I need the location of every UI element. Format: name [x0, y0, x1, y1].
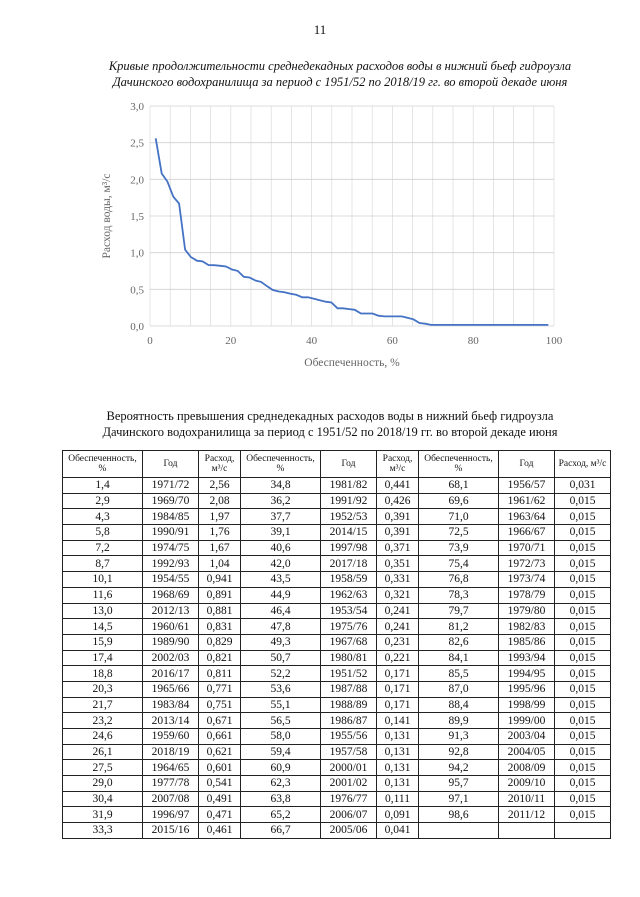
- table-cell: 1982/83: [499, 619, 555, 635]
- table-cell: 2001/02: [321, 776, 377, 792]
- table-cell: 0,015: [555, 776, 611, 792]
- table-cell: 2013/14: [143, 713, 199, 729]
- table-cell: 65,2: [241, 807, 321, 823]
- table-cell: 1988/89: [321, 697, 377, 713]
- table-cell: 2010/11: [499, 791, 555, 807]
- table-cell: 0,941: [199, 572, 241, 588]
- table-cell: 1984/85: [143, 509, 199, 525]
- table-cell: 0,821: [199, 650, 241, 666]
- table-cell: 34,8: [241, 478, 321, 494]
- table-cell: 33,3: [63, 823, 143, 839]
- table-cell: 1961/62: [499, 493, 555, 509]
- table-cell: 0,015: [555, 493, 611, 509]
- table-row: [63, 807, 611, 823]
- table-cell: 36,2: [241, 493, 321, 509]
- table-cell: 5,8: [63, 525, 143, 541]
- table-cell: 26,1: [63, 744, 143, 760]
- table-cell: 0,351: [377, 556, 419, 572]
- x-tick-label: 0: [147, 335, 153, 347]
- table-cell: 18,8: [63, 666, 143, 682]
- table-cell: 59,4: [241, 744, 321, 760]
- table-cell: 20,3: [63, 681, 143, 697]
- chart-title-line-2: Дачинского водохранилища за период с 1951/52 по 2018/19 гг. во второй декаде июня: [112, 75, 568, 89]
- table-title-line-2: Дачинского водохранилища за период с 1951/52 по 2018/19 гг. во второй декаде июня: [102, 425, 558, 439]
- table-cell: 1973/74: [499, 572, 555, 588]
- table-cell: 0,661: [199, 729, 241, 745]
- table-row: [63, 509, 611, 525]
- table-cell: 1,4: [63, 478, 143, 494]
- table-cell: 1998/99: [499, 697, 555, 713]
- y-tick-label: 2,0: [130, 174, 144, 187]
- table-cell: 39,1: [241, 525, 321, 541]
- table-cell: [555, 823, 611, 839]
- table-cell: 89,9: [419, 713, 499, 729]
- table-cell: 1996/97: [143, 807, 199, 823]
- table-cell: 84,1: [419, 650, 499, 666]
- table-cell: 1991/92: [321, 493, 377, 509]
- table-cell: 1977/78: [143, 776, 199, 792]
- table-cell: 2,9: [63, 493, 143, 509]
- table-cell: 1997/98: [321, 540, 377, 556]
- table-cell: 1954/55: [143, 572, 199, 588]
- table-cell: 29,0: [63, 776, 143, 792]
- table-cell: 47,8: [241, 619, 321, 635]
- table-cell: 0,601: [199, 760, 241, 776]
- table-cell: 68,1: [419, 478, 499, 494]
- table-cell: 2009/10: [499, 776, 555, 792]
- table-cell: 2003/04: [499, 729, 555, 745]
- table-cell: 1978/79: [499, 587, 555, 603]
- x-tick-label: 60: [386, 335, 398, 347]
- table-title-line-1: Вероятность превышения среднедекадных расходов воды в нижний бьеф гидроузла: [106, 409, 554, 423]
- table-cell: 2006/07: [321, 807, 377, 823]
- table-cell: 55,1: [241, 697, 321, 713]
- table-cell: 2000/01: [321, 760, 377, 776]
- table-cell: 0,131: [377, 760, 419, 776]
- table-cell: 14,5: [63, 619, 143, 635]
- table-cell: 0,015: [555, 744, 611, 760]
- table-cell: 1968/69: [143, 587, 199, 603]
- table-cell: 2018/19: [143, 744, 199, 760]
- table-row: [63, 666, 611, 682]
- table-cell: 2016/17: [143, 666, 199, 682]
- table-cell: 71,0: [419, 509, 499, 525]
- x-tick-label: 20: [225, 335, 237, 347]
- y-tick-label: 1,5: [130, 211, 144, 223]
- table-row: [63, 603, 611, 619]
- table-cell: 0,015: [555, 650, 611, 666]
- table-row: [63, 525, 611, 541]
- table-cell: 1990/91: [143, 525, 199, 541]
- table-cell: 0,671: [199, 713, 241, 729]
- table-cell: 91,3: [419, 729, 499, 745]
- table-cell: 2007/08: [143, 791, 199, 807]
- y-tick-label: 0,0: [130, 321, 144, 333]
- table-cell: 72,5: [419, 525, 499, 541]
- table-cell: 0,771: [199, 681, 241, 697]
- table-cell: 0,391: [377, 509, 419, 525]
- table-cell: 0,751: [199, 697, 241, 713]
- table-cell: 42,0: [241, 556, 321, 572]
- table-cell: 1,04: [199, 556, 241, 572]
- table-cell: 1960/61: [143, 619, 199, 635]
- table-cell: 97,1: [419, 791, 499, 807]
- table-cell: 0,015: [555, 525, 611, 541]
- page-number: 11: [313, 22, 327, 37]
- table-cell: 95,7: [419, 776, 499, 792]
- table-cell: 0,829: [199, 634, 241, 650]
- x-tick-label: 40: [306, 335, 318, 347]
- table-cell: 0,015: [555, 729, 611, 745]
- table-row: [63, 681, 611, 697]
- table-cell: 0,015: [555, 634, 611, 650]
- table-cell: 2015/16: [143, 823, 199, 839]
- duration-curve-chart: [96, 96, 576, 368]
- column-header: Обеспеченность, %: [63, 451, 143, 478]
- table-cell: 0,015: [555, 619, 611, 635]
- table-cell: 0,015: [555, 681, 611, 697]
- y-tick-label: 0,5: [130, 284, 144, 297]
- table-row: [63, 619, 611, 635]
- table-cell: 0,231: [377, 634, 419, 650]
- column-header: Обеспеченность, %: [419, 451, 499, 478]
- table-cell: 98,6: [419, 807, 499, 823]
- y-tick-label: 3,0: [130, 101, 144, 113]
- table-cell: 7,2: [63, 540, 143, 556]
- table-cell: 0,831: [199, 619, 241, 635]
- table-cell: 1987/88: [321, 681, 377, 697]
- table-cell: 1959/60: [143, 729, 199, 745]
- chart-title-line-1: Кривые продолжительности среднедекадных расходов воды в нижний бьеф гидроузла: [108, 59, 572, 73]
- table-cell: 1962/63: [321, 587, 377, 603]
- table-cell: 1983/84: [143, 697, 199, 713]
- table-cell: 60,9: [241, 760, 321, 776]
- table-cell: 4,3: [63, 509, 143, 525]
- table-cell: 0,891: [199, 587, 241, 603]
- table-cell: 0,171: [377, 666, 419, 682]
- table-row: [63, 634, 611, 650]
- table-cell: 0,131: [377, 729, 419, 745]
- table-cell: 0,541: [199, 776, 241, 792]
- table-row: [63, 744, 611, 760]
- exceedance-table: [62, 450, 611, 839]
- table-cell: 0,015: [555, 666, 611, 682]
- table-cell: [499, 823, 555, 839]
- table-cell: 0,015: [555, 556, 611, 572]
- table-cell: 0,015: [555, 603, 611, 619]
- table-cell: 1981/82: [321, 478, 377, 494]
- table-cell: 52,2: [241, 666, 321, 682]
- table-cell: 0,141: [377, 713, 419, 729]
- table-cell: 92,8: [419, 744, 499, 760]
- x-tick-label: 80: [467, 335, 479, 347]
- table-cell: 43,5: [241, 572, 321, 588]
- table-cell: 66,7: [241, 823, 321, 839]
- table-cell: 1974/75: [143, 540, 199, 556]
- table-cell: 0,015: [555, 807, 611, 823]
- table-cell: 88,4: [419, 697, 499, 713]
- table-cell: 23,2: [63, 713, 143, 729]
- table-cell: 0,471: [199, 807, 241, 823]
- column-header: Расход, м³/с: [555, 451, 611, 478]
- table-cell: 73,9: [419, 540, 499, 556]
- table-cell: 2017/18: [321, 556, 377, 572]
- table-cell: 0,811: [199, 666, 241, 682]
- table-title: [60, 408, 600, 440]
- table-cell: [419, 823, 499, 839]
- table-cell: 1999/00: [499, 713, 555, 729]
- table-cell: 0,881: [199, 603, 241, 619]
- table-cell: 0,441: [377, 478, 419, 494]
- table-cell: 1964/65: [143, 760, 199, 776]
- table-cell: 17,4: [63, 650, 143, 666]
- table-cell: 1970/71: [499, 540, 555, 556]
- table-cell: 2004/05: [499, 744, 555, 760]
- table-cell: 69,6: [419, 493, 499, 509]
- table-cell: 0,391: [377, 525, 419, 541]
- table-cell: 1986/87: [321, 713, 377, 729]
- table-cell: 1,97: [199, 509, 241, 525]
- table-cell: 0,015: [555, 791, 611, 807]
- table-cell: 2012/13: [143, 603, 199, 619]
- table-cell: 15,9: [63, 634, 143, 650]
- table-cell: 37,7: [241, 509, 321, 525]
- table-cell: 2011/12: [499, 807, 555, 823]
- table-cell: 2002/03: [143, 650, 199, 666]
- table-cell: 62,3: [241, 776, 321, 792]
- table-cell: 1,67: [199, 540, 241, 556]
- table-cell: 1980/81: [321, 650, 377, 666]
- table-cell: 1992/93: [143, 556, 199, 572]
- table-cell: 0,031: [555, 478, 611, 494]
- table-cell: 0,131: [377, 744, 419, 760]
- table-cell: 1958/59: [321, 572, 377, 588]
- table-cell: 13,0: [63, 603, 143, 619]
- table-cell: 0,491: [199, 791, 241, 807]
- table-cell: 1975/76: [321, 619, 377, 635]
- table-cell: 44,9: [241, 587, 321, 603]
- table-cell: 0,321: [377, 587, 419, 603]
- table-cell: 1995/96: [499, 681, 555, 697]
- table-cell: 1956/57: [499, 478, 555, 494]
- table-cell: 1953/54: [321, 603, 377, 619]
- table-cell: 2005/06: [321, 823, 377, 839]
- table-cell: 0,015: [555, 760, 611, 776]
- table-cell: 1993/94: [499, 650, 555, 666]
- table-cell: 56,5: [241, 713, 321, 729]
- table-cell: 0,015: [555, 713, 611, 729]
- table-cell: 10,1: [63, 572, 143, 588]
- table-cell: 50,7: [241, 650, 321, 666]
- table-row: [63, 729, 611, 745]
- table-cell: 2,08: [199, 493, 241, 509]
- column-header: Год: [321, 451, 377, 478]
- table-cell: 24,6: [63, 729, 143, 745]
- table-row: [63, 572, 611, 588]
- table-cell: 0,221: [377, 650, 419, 666]
- table-cell: 0,131: [377, 776, 419, 792]
- table-cell: 1976/77: [321, 791, 377, 807]
- table-cell: 0,015: [555, 572, 611, 588]
- chart-title: [70, 58, 610, 90]
- table-cell: 8,7: [63, 556, 143, 572]
- table-cell: 1955/56: [321, 729, 377, 745]
- table-row: [63, 760, 611, 776]
- table-cell: 2014/15: [321, 525, 377, 541]
- y-axis-title: Расход воды, м³/с: [101, 173, 113, 259]
- table-cell: 1989/90: [143, 634, 199, 650]
- table-cell: 0,171: [377, 681, 419, 697]
- table-cell: 1966/67: [499, 525, 555, 541]
- table-cell: 1951/52: [321, 666, 377, 682]
- table-cell: 2,56: [199, 478, 241, 494]
- table-cell: 75,4: [419, 556, 499, 572]
- table-cell: 27,5: [63, 760, 143, 776]
- table-row: [63, 650, 611, 666]
- table-cell: 1969/70: [143, 493, 199, 509]
- table-cell: 1972/73: [499, 556, 555, 572]
- table-cell: 49,3: [241, 634, 321, 650]
- table-cell: 85,5: [419, 666, 499, 682]
- table-row: [63, 713, 611, 729]
- table-row: [63, 556, 611, 572]
- table-cell: 0,015: [555, 697, 611, 713]
- table-row: [63, 587, 611, 603]
- column-header: Расход, м³/с: [377, 451, 419, 478]
- y-tick-label: 1,0: [130, 247, 144, 260]
- table-cell: 0,171: [377, 697, 419, 713]
- table-cell: 81,2: [419, 619, 499, 635]
- table-cell: 21,7: [63, 697, 143, 713]
- table-row: [63, 697, 611, 713]
- table-cell: 1979/80: [499, 603, 555, 619]
- x-tick-label: 100: [545, 335, 563, 347]
- table-cell: 0,015: [555, 587, 611, 603]
- table-cell: 0,371: [377, 540, 419, 556]
- table-cell: 1994/95: [499, 666, 555, 682]
- table-cell: 87,0: [419, 681, 499, 697]
- table-cell: 0,461: [199, 823, 241, 839]
- table-cell: 0,241: [377, 619, 419, 635]
- table-cell: 11,6: [63, 587, 143, 603]
- table-row: [63, 776, 611, 792]
- table-cell: 0,091: [377, 807, 419, 823]
- table-cell: 0,111: [377, 791, 419, 807]
- table-cell: 0,041: [377, 823, 419, 839]
- table-cell: 1957/58: [321, 744, 377, 760]
- table-cell: 0,241: [377, 603, 419, 619]
- y-tick-label: 2,5: [130, 137, 144, 150]
- table-cell: 1963/64: [499, 509, 555, 525]
- table-row: [63, 823, 611, 839]
- table-cell: 1952/53: [321, 509, 377, 525]
- table-cell: 0,331: [377, 572, 419, 588]
- table-cell: 58,0: [241, 729, 321, 745]
- table-cell: 53,6: [241, 681, 321, 697]
- table-cell: 76,8: [419, 572, 499, 588]
- x-axis-title: Обеспеченность, %: [304, 357, 400, 368]
- table-cell: 30,4: [63, 791, 143, 807]
- table-cell: 31,9: [63, 807, 143, 823]
- table-cell: 0,015: [555, 540, 611, 556]
- table-cell: 2008/09: [499, 760, 555, 776]
- table-cell: 78,3: [419, 587, 499, 603]
- table-row: [63, 493, 611, 509]
- table-cell: 0,015: [555, 509, 611, 525]
- table-cell: 1965/66: [143, 681, 199, 697]
- column-header: Год: [499, 451, 555, 478]
- table-cell: 1971/72: [143, 478, 199, 494]
- table-cell: 40,6: [241, 540, 321, 556]
- table-cell: 0,621: [199, 744, 241, 760]
- table-cell: 79,7: [419, 603, 499, 619]
- table-cell: 1985/86: [499, 634, 555, 650]
- column-header: Год: [143, 451, 199, 478]
- column-header: Расход, м³/с: [199, 451, 241, 478]
- table-cell: 1967/68: [321, 634, 377, 650]
- table-cell: 0,426: [377, 493, 419, 509]
- table-row: [63, 478, 611, 494]
- table-header-row: [63, 451, 611, 478]
- column-header: Обеспеченность, %: [241, 451, 321, 478]
- table-cell: 46,4: [241, 603, 321, 619]
- table-cell: 63,8: [241, 791, 321, 807]
- table-row: [63, 540, 611, 556]
- table-row: [63, 791, 611, 807]
- table-cell: 94,2: [419, 760, 499, 776]
- table-cell: 82,6: [419, 634, 499, 650]
- table-cell: 1,76: [199, 525, 241, 541]
